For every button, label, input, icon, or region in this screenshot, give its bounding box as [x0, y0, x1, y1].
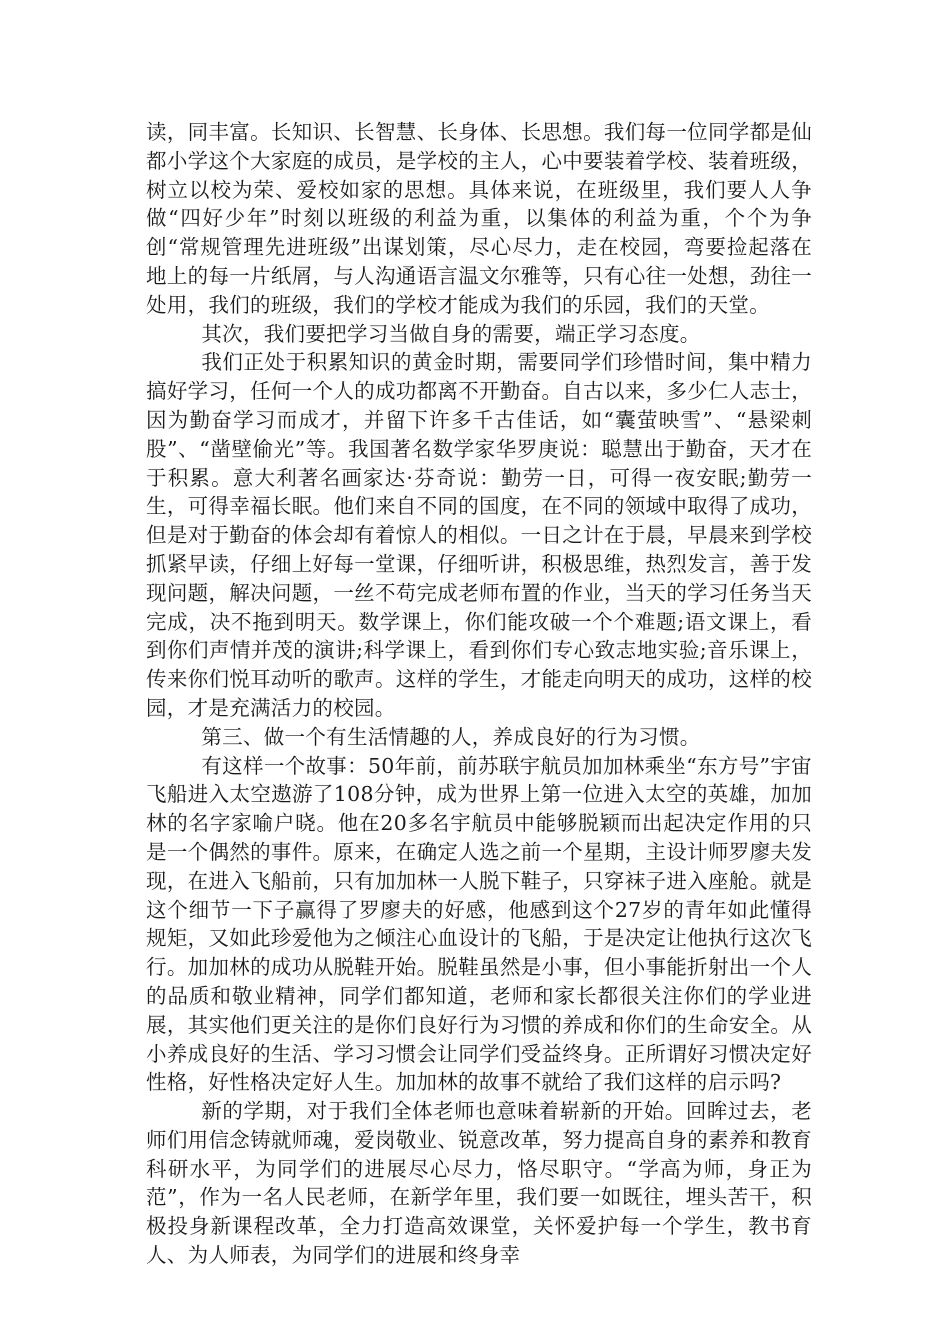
- paragraph-study-attitude-heading: 其次，我们要把学习当做自身的需要，端正学习态度。: [201, 321, 701, 346]
- paragraph-school-community: 读，同丰富。长知识、长智慧、长身体、长思想。我们每一位同学都是仙都小学这个大家庭的成员，是学校的主人，心中要装着学校、装着班级，树立以校为荣、爱校如家的思想。具体来说，在班级里，我们要人人争做“四好少年”时刻以班级的利益为重，以集体的利益为重，个个为争创“常规管理先进班级”出谋划策，尽心尽力，走在校园，弯要捡起落在地上的每一片纸屑，与人沟通语言温文尔雅等，只有心往一处想，劲往一处用，我们的班级，我们的学校才能成为我们的乐园，我们的天堂。: [146, 120, 812, 317]
- document-body: [146, 118, 812, 1270]
- paragraph-diligence: 我们正处于积累知识的黄金时期，需要同学们珍惜时间，集中精力搞好学习，任何一个人的成功都离不开勤奋。自古以来，多少仁人志士，因为勤奋学习而成才，并留下许多千古佳话，如“囊萤映雪”、“悬梁刺股”、“凿壁偷光”等。我国著名数学家华罗庚说：聪慧出于勤奋，天才在于积累。意大利著名画家达·芬奇说：勤劳一日，可得一夜安眠;勤劳一生，可得幸福长眠。他们来自不同的国度，在不同的领域中取得了成功，但是对于勤奋的体会却有着惊人的相似。一日之计在于晨，早晨来到学校抓紧早读，仔细上好每一堂课，仔细听讲，积极思维，热烈发言，善于发现问题，解决问题，一丝不苟完成老师布置的作业，当天的学习任务当天完成，决不拖到明天。数学课上，你们能攻破一个个难题;语文课上，看到你们声情并茂的演讲;科学课上，看到你们专心致志地实验;音乐课上，传来你们悦耳动听的歌声。这样的学生，才能走向明天的成功，这样的校园，才是充满活力的校园。: [146, 350, 812, 720]
- paragraph-gagarin-story: 有这样一个故事：50年前，前苏联宇航员加加林乘坐“东方号”宇宙飞船进入太空遨游了108分钟，成为世界上第一位进入太空的英雄，加加林的名字家喻户晓。他在20多名宇航员中能够脱颖而出起决定作用的只是一个偶然的事件。原来，在确定人选之前一个星期，主设计师罗廖夫发现，在进入飞船前，只有加加林一人脱下鞋子，只穿袜子进入座舱。就是这个细节一下子赢得了罗廖夫的好感，他感到这个27岁的青年如此懂得规矩，又如此珍爱他为之倾注心血设计的飞船，于是决定让他执行这次飞行。加加林的成功从脱鞋开始。脱鞋虽然是小事，但小事能折射出一个人的品质和敬业精神，同学们都知道，老师和家长都很关注你们的学业进展，其实他们更关注的是你们良好行为习惯的养成和你们的生命安全。从小养成良好的生活、学习习惯会让同学们受益终身。正所谓好习惯决定好性格，好性格决定好人生。加加林的故事不就给了我们这样的启示吗?: [146, 753, 812, 1095]
- paragraph-good-habits-heading: 第三、做一个有生活情趣的人，养成良好的行为习惯。: [201, 724, 701, 749]
- paragraph-new-semester-teachers: 新的学期，对于我们全体老师也意味着崭新的开始。回眸过去，老师们用信念铸就师魂，爱岗敬业、锐意改革，努力提高自身的素养和教育科研水平，为同学们的进展尽心尽力，恪尽职守。“学高为师，身正为范”，作为一名人民老师，在新学年里，我们要一如既往，埋头苦干，积极投身新课程改革，全力打造高效课堂，关怀爱护每一个学生，教书育人、为人师表，为同学们的进展和终身幸: [146, 1099, 812, 1268]
